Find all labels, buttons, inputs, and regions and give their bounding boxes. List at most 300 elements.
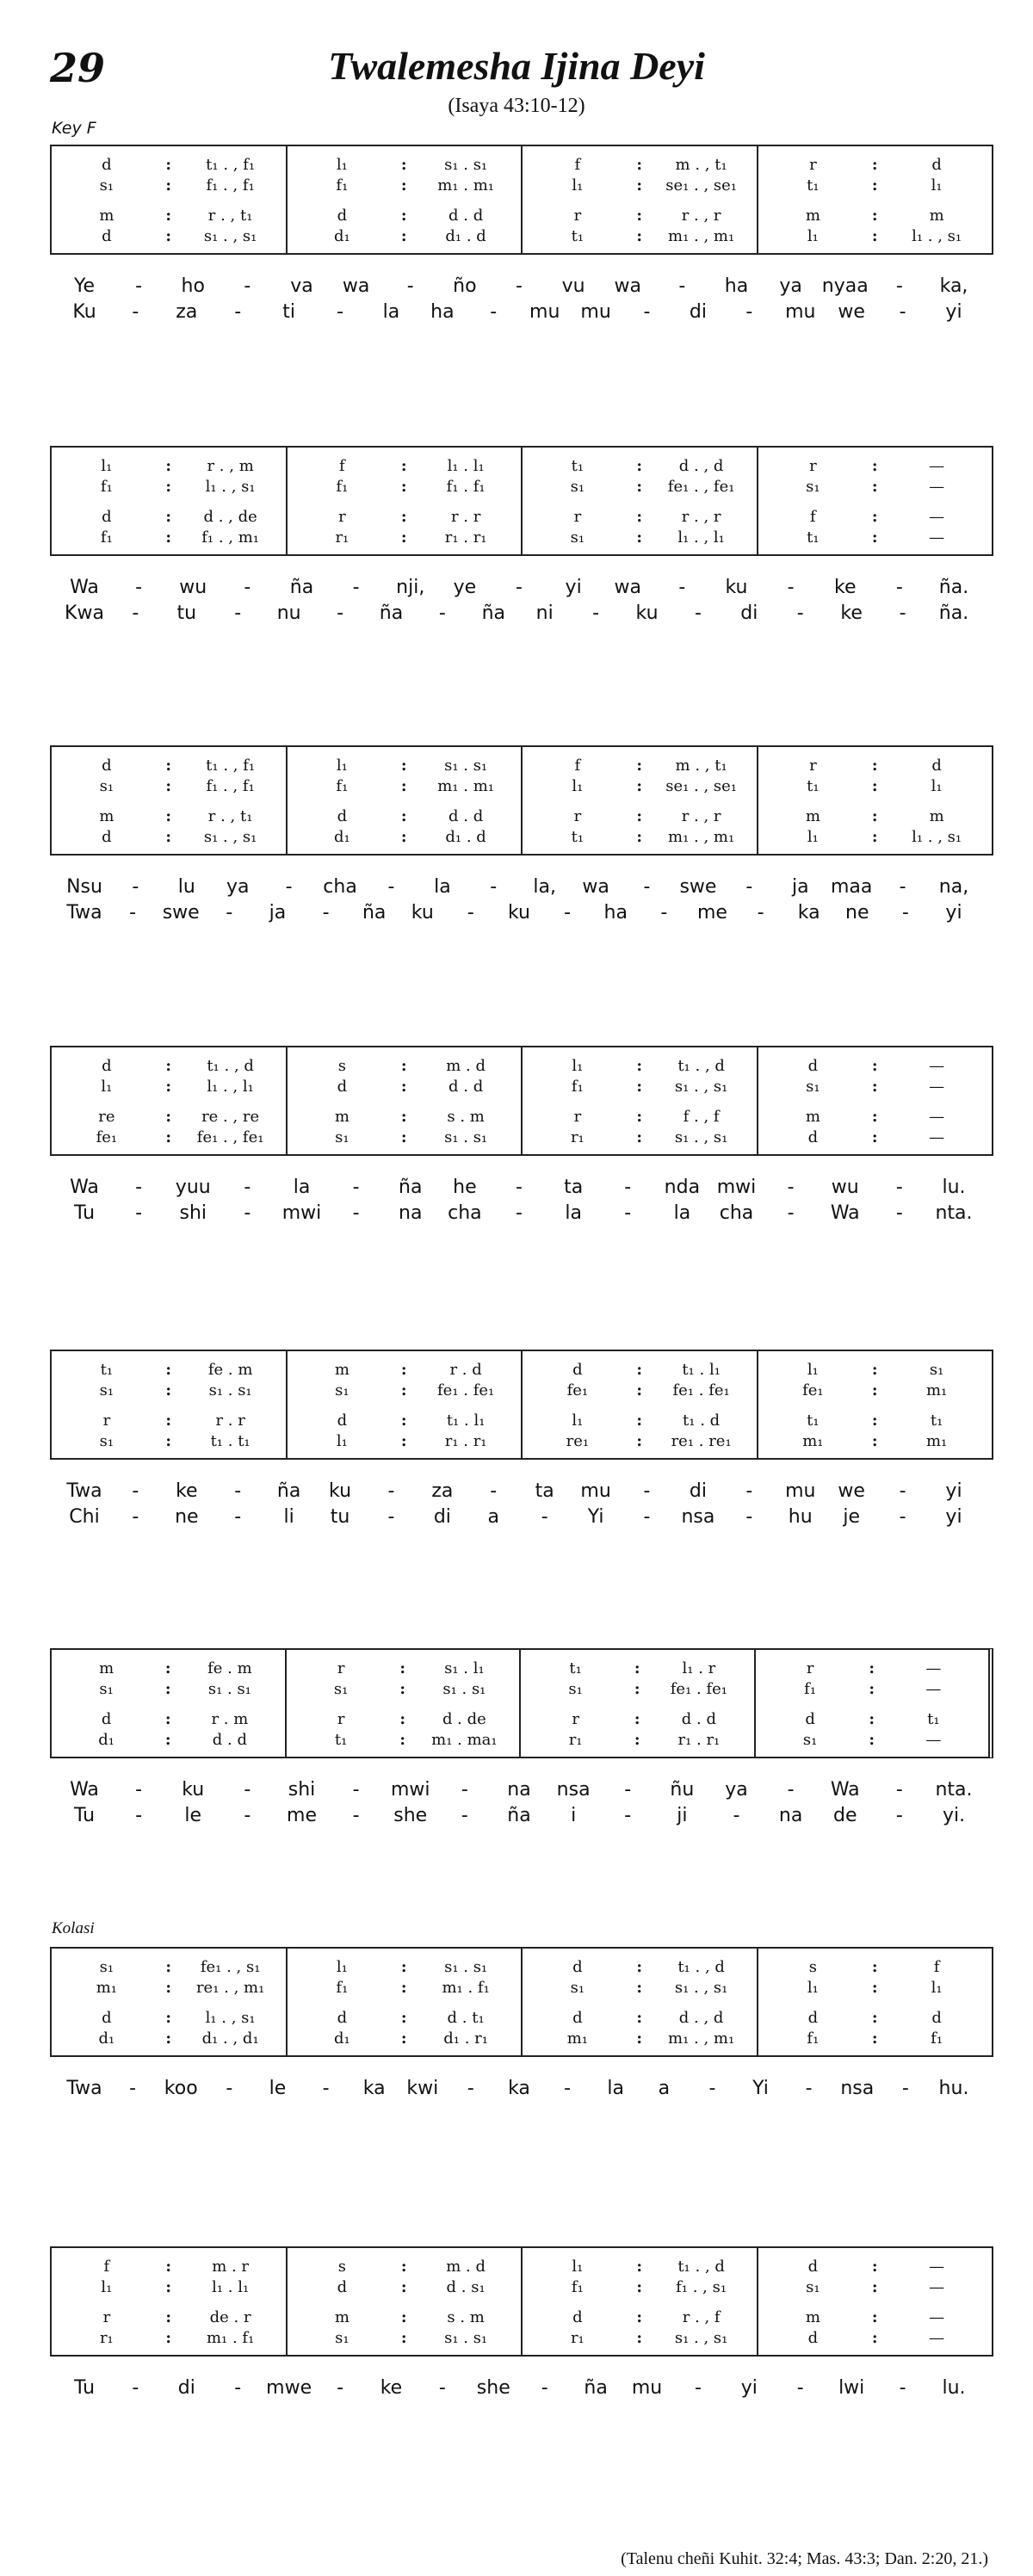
note-beat: r . , m bbox=[207, 456, 254, 475]
lyric-syllable: le bbox=[269, 2078, 287, 2099]
note-beat: t₁ bbox=[100, 1360, 114, 1379]
scripture-reference: (Isaya 43:10-12) bbox=[448, 95, 585, 117]
voice-part bbox=[523, 1957, 757, 1976]
voice-part bbox=[288, 827, 522, 846]
lyric-syllable: Nsu bbox=[66, 876, 102, 898]
measure bbox=[52, 1351, 286, 1458]
lyric-syllable: he bbox=[453, 1177, 477, 1198]
voice-part bbox=[523, 1978, 757, 1997]
voice-part bbox=[521, 1709, 754, 1728]
syllable-hyphen: - bbox=[643, 876, 651, 898]
music-system bbox=[50, 145, 993, 255]
syllable-hyphen: - bbox=[129, 902, 137, 924]
syllable-hyphen: - bbox=[624, 1805, 632, 1826]
syllable-hyphen: - bbox=[490, 1480, 498, 1502]
note-beat: t₁ bbox=[807, 1411, 820, 1430]
note-beat: m bbox=[805, 2307, 820, 2326]
beat-separator: : bbox=[871, 528, 878, 547]
syllable-hyphen: - bbox=[694, 602, 702, 624]
measure bbox=[52, 1047, 286, 1154]
syllable-hyphen: - bbox=[244, 1779, 251, 1801]
syllable-hyphen: - bbox=[129, 2078, 137, 2099]
beat-separator: : bbox=[400, 2307, 407, 2326]
voice-part bbox=[758, 1431, 993, 1450]
lyric-line bbox=[50, 1805, 993, 1831]
note-beat: d . d bbox=[448, 1077, 484, 1096]
voice-part bbox=[523, 756, 757, 775]
lyric-syllable: cha bbox=[323, 876, 357, 898]
beat-separator: : bbox=[400, 1127, 407, 1146]
voice-part bbox=[523, 1056, 757, 1075]
syllable-hyphen: - bbox=[899, 1480, 906, 1502]
beat-separator: : bbox=[636, 477, 643, 496]
note-beat: re₁ . re₁ bbox=[671, 1431, 732, 1450]
lyric-line bbox=[50, 602, 993, 628]
lyric-syllable: Tu bbox=[73, 2377, 96, 2399]
lyric-syllable: nji, bbox=[396, 577, 425, 598]
lyric-syllable: nta. bbox=[935, 1202, 973, 1224]
note-beat: t₁ bbox=[807, 528, 820, 547]
note-beat: l₁ bbox=[931, 1978, 943, 1997]
note-beat: d bbox=[931, 2008, 942, 2027]
voice-part bbox=[52, 2277, 286, 2296]
beat-separator: : bbox=[400, 456, 407, 475]
note-beat: m₁ . , m₁ bbox=[668, 827, 735, 846]
beat-separator: : bbox=[636, 2277, 643, 2296]
lyric-syllable: mu bbox=[785, 1480, 816, 1502]
note-beat: s₁ bbox=[929, 1360, 944, 1379]
syllable-hyphen: - bbox=[490, 301, 498, 323]
lyric-syllable: Wa bbox=[70, 1779, 99, 1801]
lyric-syllable: ke bbox=[834, 577, 857, 598]
lyric-syllable: ho bbox=[181, 275, 205, 297]
note-beat: t₁ . l₁ bbox=[446, 1411, 486, 1430]
voice-part bbox=[288, 2008, 522, 2027]
lyric-syllable: mwe bbox=[266, 2377, 312, 2399]
lyric-syllable: Yi bbox=[752, 2078, 769, 2099]
note-beat: f₁ bbox=[807, 2029, 820, 2048]
beat-separator: : bbox=[636, 2257, 643, 2276]
lyric-syllable: she bbox=[393, 1805, 428, 1826]
voice-part bbox=[758, 2029, 993, 2048]
footer-references: (Talenu cheñi Kuhit. 32:4; Mas. 43:3; Dan. 2:20, 21.) bbox=[621, 2549, 988, 2568]
voice-part bbox=[52, 1411, 286, 1430]
voice-part bbox=[287, 1709, 520, 1728]
syllable-hyphen: - bbox=[135, 1805, 143, 1826]
note-beat: s₁ . s₁ bbox=[207, 1679, 251, 1698]
beat-separator: : bbox=[871, 226, 878, 245]
lyric-syllable: ka bbox=[508, 2078, 530, 2099]
beat-separator: : bbox=[636, 1107, 643, 1126]
voice-part bbox=[52, 1077, 286, 1096]
note-beat: r bbox=[337, 1709, 345, 1728]
note-beat: — bbox=[929, 2307, 945, 2326]
voice-part bbox=[288, 226, 522, 245]
lyric-syllable: di bbox=[177, 2377, 195, 2399]
lyric-line bbox=[50, 577, 993, 602]
measure bbox=[754, 1650, 989, 1757]
beat-separator: : bbox=[400, 1056, 407, 1075]
beat-separator: : bbox=[165, 1381, 172, 1399]
lyric-syllable: hu bbox=[788, 1506, 813, 1528]
syllable-hyphen: - bbox=[899, 876, 906, 898]
music-system bbox=[50, 1947, 993, 2057]
note-beat: d bbox=[337, 206, 348, 225]
lyric-syllable: li bbox=[283, 1506, 294, 1528]
beat-separator: : bbox=[399, 1679, 406, 1698]
lyric-syllable: ña bbox=[379, 602, 404, 624]
syllable-hyphen: - bbox=[899, 301, 906, 323]
syllable-hyphen: - bbox=[901, 902, 909, 924]
beat-separator: : bbox=[634, 1659, 640, 1677]
note-beat: f₁ . f₁ bbox=[446, 477, 486, 496]
lyric-syllable: ka bbox=[362, 2078, 386, 2099]
syllable-hyphen: - bbox=[745, 876, 753, 898]
voice-part bbox=[523, 477, 757, 496]
voice-part bbox=[52, 1659, 285, 1677]
voice-part bbox=[758, 226, 993, 245]
voice-part bbox=[758, 155, 993, 174]
voice-part bbox=[523, 1431, 757, 1450]
beat-separator: : bbox=[400, 1107, 407, 1126]
lyric-syllable: ni bbox=[535, 602, 554, 624]
beat-separator: : bbox=[400, 2008, 407, 2027]
voice-part bbox=[288, 1411, 522, 1430]
beat-separator: : bbox=[165, 827, 172, 846]
syllable-hyphen: - bbox=[899, 2377, 906, 2399]
syllable-hyphen: - bbox=[132, 2377, 139, 2399]
beat-separator: : bbox=[400, 806, 407, 825]
voice-part bbox=[523, 806, 757, 825]
note-beat: d . d bbox=[212, 1730, 247, 1749]
syllable-hyphen: - bbox=[132, 876, 139, 898]
voice-part bbox=[287, 1730, 520, 1749]
syllable-hyphen: - bbox=[438, 2377, 446, 2399]
syllable-hyphen: - bbox=[352, 1805, 360, 1826]
note-beat: f bbox=[810, 507, 816, 526]
measure bbox=[286, 2248, 522, 2355]
beat-separator: : bbox=[871, 206, 878, 225]
note-beat: t₁ . t₁ bbox=[210, 1431, 251, 1450]
note-beat: l₁ . l₁ bbox=[447, 456, 485, 475]
syllable-hyphen: - bbox=[901, 2078, 909, 2099]
lyric-line bbox=[50, 1480, 993, 1506]
lyric-syllable: lwi bbox=[838, 2377, 865, 2399]
syllable-hyphen: - bbox=[745, 301, 753, 323]
voice-part bbox=[288, 2307, 522, 2326]
lyric-syllable: ña bbox=[481, 602, 505, 624]
lyric-syllable: na bbox=[778, 1805, 803, 1826]
voice-part bbox=[52, 176, 286, 195]
key-signature: Key F bbox=[52, 119, 96, 138]
lyric-syllable: ku bbox=[635, 602, 659, 624]
beat-separator: : bbox=[165, 176, 172, 195]
measure bbox=[757, 747, 993, 854]
note-beat: r bbox=[806, 1659, 814, 1677]
lyric-syllable: mwi bbox=[281, 1202, 322, 1224]
note-beat: m₁ . m₁ bbox=[437, 176, 494, 195]
measure bbox=[521, 1047, 757, 1154]
beat-separator: : bbox=[165, 528, 172, 547]
note-beat: — bbox=[929, 456, 945, 475]
syllable-hyphen: - bbox=[660, 902, 668, 924]
beat-separator: : bbox=[165, 2328, 172, 2347]
syllable-hyphen: - bbox=[132, 1480, 139, 1502]
syllable-hyphen: - bbox=[895, 577, 903, 598]
voice-part bbox=[756, 1709, 989, 1728]
note-beat: d bbox=[337, 806, 348, 825]
lyric-syllable: ku bbox=[507, 902, 531, 924]
lyric-syllable: ña bbox=[289, 577, 314, 598]
voice-part bbox=[52, 1957, 286, 1976]
voice-part bbox=[758, 2008, 993, 2027]
note-beat: s₁ . s₁ bbox=[208, 1381, 252, 1399]
lyric-syllable: wa bbox=[614, 275, 641, 297]
note-beat: d₁ . d bbox=[445, 226, 486, 245]
measure bbox=[52, 747, 286, 854]
lyric-syllable: maa bbox=[830, 876, 873, 898]
syllable-hyphen: - bbox=[244, 577, 251, 598]
lyric-syllable: Kwa bbox=[65, 602, 104, 624]
note-beat: d bbox=[337, 2277, 348, 2296]
syllable-hyphen: - bbox=[564, 902, 572, 924]
lyric-syllable: ha bbox=[603, 902, 628, 924]
note-beat: d . d bbox=[448, 206, 484, 225]
lyric-syllable: Twa bbox=[66, 902, 102, 924]
beat-separator: : bbox=[165, 1978, 172, 1997]
beat-separator: : bbox=[636, 2008, 643, 2027]
note-beat: fe . m bbox=[207, 1659, 252, 1677]
note-beat: d₁ . r₁ bbox=[443, 2029, 488, 2048]
beat-separator: : bbox=[636, 1127, 643, 1146]
beat-separator: : bbox=[636, 827, 643, 846]
note-beat: m₁ bbox=[925, 1381, 948, 1399]
note-beat: — bbox=[929, 477, 945, 496]
voice-part bbox=[52, 827, 286, 846]
lyric-syllable: Twa bbox=[66, 2078, 102, 2099]
note-beat: d . , de bbox=[203, 507, 257, 526]
beat-separator: : bbox=[165, 2307, 172, 2326]
note-beat: — bbox=[929, 2328, 945, 2347]
lyric-syllable: ku bbox=[411, 902, 434, 924]
lyric-syllable: mu bbox=[529, 301, 560, 323]
music-system bbox=[50, 1046, 993, 1156]
note-beat: s₁ . , s₁ bbox=[674, 2328, 728, 2347]
note-beat: t₁ . d bbox=[683, 1411, 721, 1430]
note-beat: s₁ bbox=[806, 1077, 820, 1096]
lyric-syllable: lu bbox=[177, 876, 195, 898]
lyric-syllable: yuu bbox=[175, 1177, 211, 1198]
voice-part bbox=[523, 507, 757, 526]
beat-separator: : bbox=[636, 176, 643, 195]
lyric-syllable: me bbox=[696, 902, 727, 924]
lyric-syllable: Twa bbox=[66, 1480, 102, 1502]
note-beat: r bbox=[573, 507, 582, 526]
note-beat: d bbox=[572, 1360, 583, 1379]
beat-separator: : bbox=[871, 456, 878, 475]
syllable-hyphen: - bbox=[226, 2078, 233, 2099]
note-beat: s₁ . s₁ bbox=[444, 1957, 488, 1976]
beat-separator: : bbox=[869, 1659, 875, 1677]
lyric-syllable: ke bbox=[840, 602, 863, 624]
note-beat: l₁ . , s₁ bbox=[205, 2008, 256, 2027]
syllable-hyphen: - bbox=[244, 1805, 251, 1826]
note-beat: re₁ . , m₁ bbox=[195, 1978, 265, 1997]
lyric-syllable: mwi bbox=[390, 1779, 430, 1801]
voice-part bbox=[52, 1056, 286, 1075]
note-beat: — bbox=[929, 507, 945, 526]
beat-separator: : bbox=[165, 2257, 172, 2276]
syllable-hyphen: - bbox=[895, 1202, 903, 1224]
lyric-syllable: she bbox=[476, 2377, 510, 2399]
voice-part bbox=[52, 155, 286, 174]
note-beat: r₁ . r₁ bbox=[444, 1431, 487, 1450]
voice-part bbox=[52, 477, 286, 496]
syllable-hyphen: - bbox=[643, 301, 651, 323]
beat-separator: : bbox=[165, 756, 172, 775]
note-beat: r bbox=[102, 1411, 111, 1430]
note-beat: f bbox=[339, 456, 345, 475]
beat-separator: : bbox=[636, 1411, 643, 1430]
note-beat: d bbox=[807, 1056, 819, 1075]
music-system bbox=[50, 2246, 993, 2357]
beat-separator: : bbox=[871, 2257, 878, 2276]
lyric-syllable: ji bbox=[677, 1805, 688, 1826]
note-beat: t₁ bbox=[571, 827, 585, 846]
beat-separator: : bbox=[165, 2277, 172, 2296]
voice-part bbox=[288, 176, 522, 195]
voice-part bbox=[758, 1360, 993, 1379]
syllable-hyphen: - bbox=[132, 602, 139, 624]
voice-part bbox=[758, 2307, 993, 2326]
beat-separator: : bbox=[871, 776, 878, 795]
note-beat: d . d bbox=[681, 1709, 716, 1728]
lyric-syllable: lu. bbox=[942, 2377, 966, 2399]
syllable-hyphen: - bbox=[805, 2078, 813, 2099]
note-beat: l₁ . , s₁ bbox=[912, 827, 962, 846]
syllable-hyphen: - bbox=[244, 1202, 251, 1224]
beat-separator: : bbox=[871, 507, 878, 526]
note-beat: s₁ bbox=[99, 1957, 114, 1976]
lyric-syllable: ke bbox=[380, 2377, 403, 2399]
note-beat: s . m bbox=[447, 2307, 485, 2326]
note-beat: m bbox=[334, 1360, 349, 1379]
syllable-hyphen: - bbox=[244, 1177, 251, 1198]
voice-part bbox=[758, 1978, 993, 1997]
voice-part bbox=[52, 1709, 285, 1728]
voice-part bbox=[523, 1360, 757, 1379]
note-beat: f bbox=[933, 1957, 940, 1976]
note-beat: d bbox=[807, 2257, 819, 2276]
note-beat: s₁ bbox=[568, 1679, 583, 1698]
note-beat: m₁ . f₁ bbox=[206, 2328, 255, 2347]
music-system bbox=[50, 1350, 993, 1460]
voice-part bbox=[288, 1056, 522, 1075]
syllable-hyphen: - bbox=[624, 1202, 632, 1224]
note-beat: s₁ bbox=[570, 1978, 585, 1997]
note-beat: fe₁ bbox=[96, 1127, 118, 1146]
beat-separator: : bbox=[636, 206, 643, 225]
beat-separator: : bbox=[871, 2307, 878, 2326]
lyric-syllable: Wa bbox=[70, 577, 99, 598]
beat-separator: : bbox=[399, 1709, 406, 1728]
note-beat: t₁ . , d bbox=[207, 1056, 254, 1075]
lyric-syllable: na bbox=[507, 1779, 531, 1801]
note-beat: r . , r bbox=[681, 206, 721, 225]
beat-separator: : bbox=[165, 1431, 172, 1450]
beat-separator: : bbox=[400, 2257, 407, 2276]
voice-part bbox=[52, 1679, 285, 1698]
beat-separator: : bbox=[634, 1679, 640, 1698]
note-beat: d bbox=[807, 2328, 819, 2347]
syllable-hyphen: - bbox=[541, 1506, 548, 1528]
lyric-syllable: Tu bbox=[73, 1805, 96, 1826]
beat-separator: : bbox=[869, 1679, 875, 1698]
music-system bbox=[50, 745, 993, 856]
note-beat: f₁ bbox=[336, 176, 349, 195]
note-beat: t₁ bbox=[334, 1730, 348, 1749]
note-beat: l₁ . l₁ bbox=[212, 2277, 250, 2296]
voice-part bbox=[52, 206, 286, 225]
beat-separator: : bbox=[165, 1127, 172, 1146]
voice-part bbox=[52, 756, 286, 775]
lyric-line bbox=[50, 2377, 993, 2403]
voice-part bbox=[758, 1957, 993, 1976]
lyric-syllable: ja bbox=[269, 902, 287, 924]
beat-separator: : bbox=[636, 776, 643, 795]
note-beat: s₁ bbox=[99, 1679, 114, 1698]
lyric-syllable: ya bbox=[725, 1779, 748, 1801]
measure bbox=[286, 146, 522, 253]
syllable-hyphen: - bbox=[899, 1506, 906, 1528]
voice-part bbox=[288, 776, 522, 795]
beat-separator: : bbox=[165, 456, 172, 475]
lyric-syllable: nyaa bbox=[821, 275, 869, 297]
note-beat: s₁ bbox=[99, 1381, 114, 1399]
note-beat: se₁ . , se₁ bbox=[665, 776, 738, 795]
voice-part bbox=[758, 1077, 993, 1096]
beat-separator: : bbox=[400, 528, 407, 547]
syllable-hyphen: - bbox=[135, 577, 143, 598]
note-beat: m₁ . f₁ bbox=[442, 1978, 490, 1997]
note-beat: f bbox=[574, 155, 581, 174]
note-beat: r . , r bbox=[681, 507, 721, 526]
note-beat: m₁ bbox=[96, 1978, 118, 1997]
note-beat: t₁ . l₁ bbox=[682, 1360, 721, 1379]
voice-part bbox=[52, 1381, 286, 1399]
syllable-hyphen: - bbox=[226, 902, 233, 924]
note-beat: l₁ . , s₁ bbox=[205, 477, 256, 496]
measure bbox=[286, 1351, 522, 1458]
syllable-hyphen: - bbox=[337, 301, 344, 323]
voice-part bbox=[758, 1381, 993, 1399]
voice-part bbox=[523, 528, 757, 547]
lyric-line bbox=[50, 301, 993, 327]
syllable-hyphen: - bbox=[234, 602, 242, 624]
syllable-hyphen: - bbox=[541, 2377, 548, 2399]
lyric-syllable: ña bbox=[584, 2377, 608, 2399]
lyric-syllable: me bbox=[287, 1805, 317, 1826]
beat-separator: : bbox=[871, 176, 878, 195]
beat-separator: : bbox=[165, 155, 172, 174]
lyric-syllable: ño bbox=[453, 275, 477, 297]
lyric-syllable: wa bbox=[342, 275, 370, 297]
note-beat: l₁ bbox=[807, 1360, 819, 1379]
note-beat: f₁ bbox=[336, 477, 349, 496]
voice-part bbox=[523, 226, 757, 245]
beat-separator: : bbox=[165, 226, 172, 245]
beat-separator: : bbox=[869, 1730, 875, 1749]
